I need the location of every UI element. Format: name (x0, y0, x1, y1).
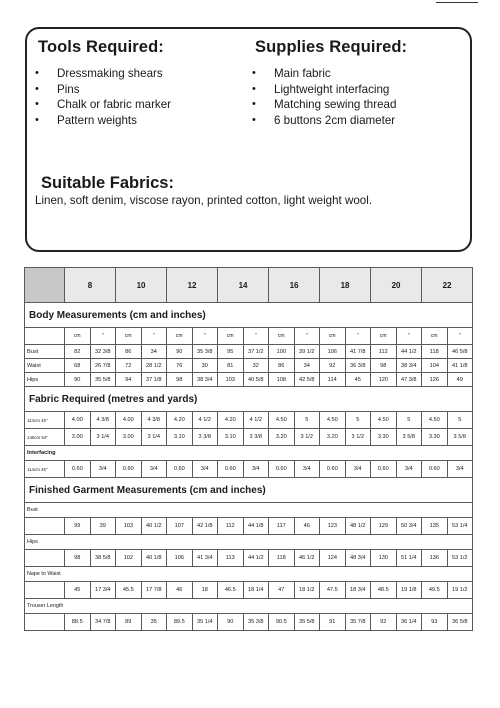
value-cell: 47 3/8 (396, 373, 422, 387)
tools-item (35, 113, 171, 129)
value-cell: 51 1/4 (396, 550, 422, 567)
size-header-cell: 10 (116, 268, 167, 303)
value-cell: 103 (116, 518, 142, 535)
bullet-icon: • (252, 98, 256, 111)
value-cell: 40 1/8 (141, 550, 167, 567)
value-cell: 3.30 (422, 429, 448, 446)
value-cell: 3/4 (192, 461, 218, 478)
value-cell: 86 (269, 359, 295, 373)
value-cell: 41 3/4 (192, 550, 218, 567)
value-cell: 34 (294, 359, 320, 373)
body-measurements-section-title: Body Measurements (cm and inches) (25, 303, 473, 328)
unit-cell: cm (65, 328, 91, 345)
row-label: Hips (25, 373, 65, 387)
value-cell: 32 (243, 359, 269, 373)
tools-item (35, 66, 171, 82)
supplies-item (252, 66, 396, 82)
bullet-icon: • (252, 82, 256, 95)
fabric-required-section-title: Fabric Required (metres and yards) (25, 387, 473, 412)
value-cell: 91 (320, 614, 346, 631)
value-cell: 112 (218, 518, 244, 535)
value-cell: 94 (116, 373, 142, 387)
value-cell: 5 (396, 412, 422, 429)
value-cell: 47.5 (320, 582, 346, 599)
value-cell: 86 (116, 345, 142, 359)
value-cell: 5 (447, 412, 473, 429)
garment-label: Trouser Length (25, 599, 473, 614)
value-cell: 39 1/2 (294, 345, 320, 359)
fabric-required-section (25, 387, 473, 412)
value-cell: 3.20 (320, 429, 346, 446)
value-cell: 49 (447, 373, 473, 387)
supplies-item-label: 6 buttons 2cm diameter (274, 113, 396, 127)
unit-cell: cm (422, 328, 448, 345)
value-cell: 18 (192, 582, 218, 599)
tools-item-label: Dressmaking shears (57, 67, 163, 80)
garment-label-spacer (25, 518, 65, 535)
value-cell: 102 (116, 550, 142, 567)
unit-cell: cm (371, 328, 397, 345)
value-cell: 3.00 (116, 429, 142, 446)
unit-cell: " (243, 328, 269, 345)
supplies-item (252, 97, 396, 113)
interfacing-label: Interfacing (25, 446, 473, 461)
supplies-item-label: Main fabric (274, 67, 331, 80)
value-cell: 92 (320, 359, 346, 373)
value-cell: 53 1/2 (447, 550, 473, 567)
value-cell: 4 3/8 (141, 412, 167, 429)
top-rule (436, 2, 478, 3)
body-measurements-section (25, 303, 473, 328)
size-header-cell: 8 (65, 268, 116, 303)
value-cell: 4.20 (167, 412, 193, 429)
unit-cell: " (447, 328, 473, 345)
value-cell: 36 1/4 (396, 614, 422, 631)
value-cell: 35 5/8 (90, 373, 116, 387)
value-cell: 34 7/8 (90, 614, 116, 631)
value-cell: 42 1/8 (192, 518, 218, 535)
value-cell: 34 (141, 345, 167, 359)
bullet-icon: • (35, 113, 39, 126)
unit-cell: " (345, 328, 371, 345)
fabrics-title: Suitable Fabrics: (41, 174, 174, 192)
value-cell: 98 (65, 550, 91, 567)
size-header-cell: 22 (422, 268, 473, 303)
value-cell: 18 1/2 (294, 582, 320, 599)
value-cell: 45 (345, 373, 371, 387)
value-cell: 46 5/8 (447, 345, 473, 359)
value-cell: 35 7/8 (345, 614, 371, 631)
interfacing-row (25, 446, 473, 461)
value-cell: 4.00 (116, 412, 142, 429)
unit-cell: " (294, 328, 320, 345)
value-cell: 72 (116, 359, 142, 373)
value-cell: 104 (422, 359, 448, 373)
unit-cell: " (396, 328, 422, 345)
bullet-icon: • (35, 98, 39, 111)
value-cell: 38 3/4 (396, 359, 422, 373)
interfacing-value-row (25, 461, 473, 478)
value-cell: 47 (269, 582, 295, 599)
value-cell: 50 3/4 (396, 518, 422, 535)
size-header-corner (25, 268, 65, 303)
value-cell: 44 1/2 (396, 345, 422, 359)
value-cell: 35 1/4 (192, 614, 218, 631)
value-cell: 5 (294, 412, 320, 429)
unit-cell: " (192, 328, 218, 345)
size-table (24, 267, 473, 631)
value-cell: 46 (294, 518, 320, 535)
row-label: 114cm 45" (25, 461, 65, 478)
value-cell: 0.60 (116, 461, 142, 478)
fabrics-text: Linen, soft denim, viscose rayon, printed cotton, light weight wool. (35, 194, 373, 207)
value-cell: 113 (218, 550, 244, 567)
garment-label-row (25, 599, 473, 614)
value-cell: 3 3/8 (192, 429, 218, 446)
supplies-item-label: Matching sewing thread (274, 98, 397, 112)
value-cell: 0.60 (218, 461, 244, 478)
size-header-cell: 16 (269, 268, 320, 303)
supplies-item (252, 82, 396, 98)
value-cell: 3 1/4 (141, 429, 167, 446)
value-cell: 106 (167, 550, 193, 567)
value-cell: 17 7/8 (141, 582, 167, 599)
value-cell: 4 3/8 (90, 412, 116, 429)
tools-item-label: Pins (57, 82, 80, 96)
value-cell: 37 1/2 (243, 345, 269, 359)
value-cell: 38 3/4 (192, 373, 218, 387)
unit-cell: cm (269, 328, 295, 345)
bullet-icon: • (252, 67, 256, 79)
value-cell: 38 5/8 (90, 550, 116, 567)
value-cell: 35 5/8 (294, 614, 320, 631)
units-row (25, 328, 473, 345)
value-cell: 82 (65, 345, 91, 359)
value-cell: 26 7/8 (90, 359, 116, 373)
value-cell: 44 1/2 (243, 550, 269, 567)
value-cell: 3/4 (243, 461, 269, 478)
value-cell: 3.10 (218, 429, 244, 446)
value-cell: 4.50 (422, 412, 448, 429)
value-cell: 103 (218, 373, 244, 387)
value-cell: 117 (269, 518, 295, 535)
value-cell: 100 (269, 345, 295, 359)
garment-value-row (25, 582, 473, 599)
value-cell: 4.50 (371, 412, 397, 429)
value-cell: 3.30 (371, 429, 397, 446)
value-cell: 120 (371, 373, 397, 387)
value-cell: 40 1/2 (141, 518, 167, 535)
body-row (25, 345, 473, 359)
tools-item (35, 97, 171, 113)
unit-cell: cm (167, 328, 193, 345)
value-cell: 0.60 (167, 461, 193, 478)
value-cell: 32 3/8 (90, 345, 116, 359)
value-cell: 4.20 (218, 412, 244, 429)
body-row (25, 359, 473, 373)
value-cell: 3 1/4 (90, 429, 116, 446)
value-cell: 42 5/8 (294, 373, 320, 387)
tools-list (35, 66, 171, 128)
tools-item-label: Pattern weights (57, 113, 137, 127)
value-cell: 19 1/8 (396, 582, 422, 599)
value-cell: 3 1/2 (345, 429, 371, 446)
value-cell: 88.5 (65, 614, 91, 631)
value-cell: 129 (371, 518, 397, 535)
supplies-item (252, 113, 396, 129)
garment-label: Bust (25, 503, 473, 518)
row-label: 114cm 45" (25, 412, 65, 429)
garment-label: Hips (25, 535, 473, 550)
value-cell: 3 3/8 (243, 429, 269, 446)
unit-cell: cm (320, 328, 346, 345)
garment-value-row (25, 614, 473, 631)
value-cell: 35 (141, 614, 167, 631)
value-cell: 0.60 (320, 461, 346, 478)
value-cell: 4.00 (65, 412, 91, 429)
value-cell: 19 1/2 (447, 582, 473, 599)
tools-item (35, 82, 171, 98)
value-cell: 130 (371, 550, 397, 567)
value-cell: 49.5 (422, 582, 448, 599)
value-cell: 114 (320, 373, 346, 387)
unit-cell: " (90, 328, 116, 345)
value-cell: 3.00 (65, 429, 91, 446)
value-cell: 99 (65, 518, 91, 535)
value-cell: 98 (167, 373, 193, 387)
value-cell: 90 (167, 345, 193, 359)
value-cell: 135 (422, 518, 448, 535)
value-cell: 93 (422, 614, 448, 631)
value-cell: 3/4 (447, 461, 473, 478)
value-cell: 4 1/2 (243, 412, 269, 429)
value-cell: 123 (320, 518, 346, 535)
value-cell: 76 (167, 359, 193, 373)
value-cell: 81 (218, 359, 244, 373)
unit-cell: cm (116, 328, 142, 345)
value-cell: 3/4 (90, 461, 116, 478)
value-cell: 90 (65, 373, 91, 387)
requirements-box (25, 27, 472, 252)
value-cell: 35 3/8 (243, 614, 269, 631)
value-cell: 39 (90, 518, 116, 535)
value-cell: 106 (320, 345, 346, 359)
value-cell: 0.60 (371, 461, 397, 478)
row-label: Waist (25, 359, 65, 373)
garment-label: Nape to Waist (25, 567, 473, 582)
bullet-icon: • (35, 82, 39, 95)
fabric-row (25, 429, 473, 446)
value-cell: 92 (371, 614, 397, 631)
value-cell: 4 1/2 (192, 412, 218, 429)
value-cell: 3 5/8 (447, 429, 473, 446)
value-cell: 3.20 (269, 429, 295, 446)
value-cell: 30 (192, 359, 218, 373)
value-cell: 41 7/8 (345, 345, 371, 359)
value-cell: 18 3/4 (345, 582, 371, 599)
value-cell: 118 (422, 345, 448, 359)
unit-cell: " (141, 328, 167, 345)
garment-measurements-section-title: Finished Garment Measurements (cm and inches) (25, 478, 473, 503)
value-cell: 98 (371, 359, 397, 373)
value-cell: 46 1/2 (294, 550, 320, 567)
bullet-icon: • (35, 67, 39, 79)
value-cell: 3 1/2 (294, 429, 320, 446)
unit-cell: cm (218, 328, 244, 345)
value-cell: 3 5/8 (396, 429, 422, 446)
value-cell: 35 3/8 (192, 345, 218, 359)
value-cell: 107 (167, 518, 193, 535)
value-cell: 118 (269, 550, 295, 567)
value-cell: 3/4 (294, 461, 320, 478)
size-header-cell: 14 (218, 268, 269, 303)
supplies-item-label: Lightweight interfacing (274, 82, 390, 96)
value-cell: 126 (422, 373, 448, 387)
garment-label-row (25, 567, 473, 582)
value-cell: 36 5/8 (447, 614, 473, 631)
value-cell: 18 1/4 (243, 582, 269, 599)
row-label: Bust (25, 345, 65, 359)
value-cell: 48 1/2 (345, 518, 371, 535)
fabric-row (25, 412, 473, 429)
size-header-row (25, 268, 473, 303)
value-cell: 3.10 (167, 429, 193, 446)
supplies-list (252, 66, 396, 128)
size-header-cell: 20 (371, 268, 422, 303)
value-cell: 41 1/8 (447, 359, 473, 373)
garment-measurements-section (25, 478, 473, 503)
value-cell: 112 (371, 345, 397, 359)
value-cell: 45 (65, 582, 91, 599)
value-cell: 36 3/8 (345, 359, 371, 373)
tools-item-label: Chalk or fabric marker (57, 98, 172, 112)
value-cell: 4.50 (320, 412, 346, 429)
size-header-cell: 12 (167, 268, 218, 303)
value-cell: 45.5 (116, 582, 142, 599)
value-cell: 108 (269, 373, 295, 387)
value-cell: 48 3/4 (345, 550, 371, 567)
size-header-cell: 18 (320, 268, 371, 303)
value-cell: 90.5 (269, 614, 295, 631)
garment-label-row (25, 535, 473, 550)
value-cell: 40 5/8 (243, 373, 269, 387)
value-cell: 28 1/2 (141, 359, 167, 373)
value-cell: 90 (218, 614, 244, 631)
value-cell: 124 (320, 550, 346, 567)
value-cell: 53 1/4 (447, 518, 473, 535)
value-cell: 68 (65, 359, 91, 373)
value-cell: 0.60 (269, 461, 295, 478)
garment-value-row (25, 518, 473, 535)
garment-value-row (25, 550, 473, 567)
value-cell: 95 (218, 345, 244, 359)
garment-label-spacer (25, 614, 65, 631)
garment-label-spacer (25, 582, 65, 599)
supplies-title: Supplies Required: (255, 38, 408, 56)
value-cell: 3/4 (141, 461, 167, 478)
value-cell: 5 (345, 412, 371, 429)
value-cell: 136 (422, 550, 448, 567)
units-corner (25, 328, 65, 345)
value-cell: 89.5 (167, 614, 193, 631)
value-cell: 0.60 (422, 461, 448, 478)
value-cell: 46 (167, 582, 193, 599)
value-cell: 89 (116, 614, 142, 631)
value-cell: 44 1/8 (243, 518, 269, 535)
bullet-icon: • (252, 113, 256, 126)
value-cell: 3/4 (396, 461, 422, 478)
value-cell: 4.50 (269, 412, 295, 429)
value-cell: 0.60 (65, 461, 91, 478)
value-cell: 17 3/4 (90, 582, 116, 599)
tools-title: Tools Required: (38, 38, 164, 56)
value-cell: 37 1/8 (141, 373, 167, 387)
value-cell: 3/4 (345, 461, 371, 478)
row-label: 140cm 54" (25, 429, 65, 446)
value-cell: 46.5 (218, 582, 244, 599)
body-row (25, 373, 473, 387)
value-cell: 48.5 (371, 582, 397, 599)
garment-label-row (25, 503, 473, 518)
garment-label-spacer (25, 550, 65, 567)
